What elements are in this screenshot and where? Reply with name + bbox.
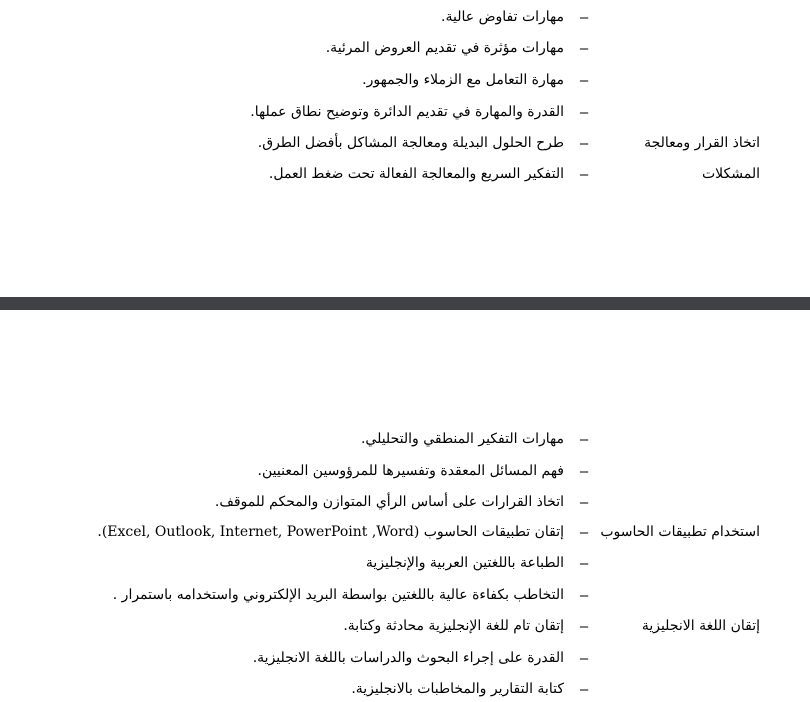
skill-text: فهم المسائل المعقدة وتفسيرها للمرؤوسين المعنيين. — [257, 463, 564, 479]
list-item — [0, 132, 810, 160]
list-item — [0, 584, 810, 612]
list-item — [0, 552, 810, 580]
list-item — [0, 647, 810, 675]
skill-text: القدرة والمهارة في تقديم الدائرة وتوضيح نطاق عملها. — [250, 104, 564, 120]
bullet-dash: – — [579, 104, 589, 121]
skill-category-label: المشكلات — [701, 166, 760, 182]
list-item — [0, 521, 810, 549]
skill-text: مهارات تفاوض عالية. — [441, 9, 564, 25]
skill-text: طرح الحلول البديلة ومعالجة المشاكل بأفضل الطرق. — [257, 135, 564, 151]
list-item — [0, 460, 810, 488]
list-item — [0, 678, 810, 702]
bullet-dash: – — [579, 555, 589, 572]
list-item — [0, 163, 810, 191]
skill-category-label: إتقان اللغة الانجليزية — [641, 618, 760, 634]
list-item — [0, 6, 810, 34]
skill-text: مهارات التفكير المنطقي والتحليلي. — [360, 431, 564, 447]
list-item — [0, 428, 810, 456]
skill-text: التفكير السريع والمعالجة الفعالة تحت ضغط العمل. — [268, 166, 564, 182]
bullet-dash: – — [579, 650, 589, 667]
list-item — [0, 615, 810, 643]
skill-text: إتقان تام للغة الإنجليزية محادثة وكتابة. — [343, 618, 564, 634]
bullet-dash: – — [579, 681, 589, 698]
bullet-dash: – — [579, 618, 589, 635]
bullet-dash: – — [579, 40, 589, 57]
skill-text: الطباعة باللغتين العربية والإنجليزية — [365, 555, 564, 571]
skill-text: إتقان تطبيقات الحاسوب (Excel, Outlook, Internet, PowerPoint ,Word). — [97, 524, 564, 540]
list-item — [0, 37, 810, 65]
list-item — [0, 491, 810, 519]
skill-text: اتخاذ القرارات على أساس الرأي المتوازن والمحكم للموقف. — [214, 494, 564, 510]
skill-text: كتابة التقارير والمخاطبات بالانجليزية. — [351, 681, 564, 697]
document-page-1 — [0, 0, 810, 297]
page-separator — [0, 297, 810, 310]
skill-text: التخاطب بكفاءة عالية باللغتين بواسطة البريد الإلكتروني واستخدامه باستمرار . — [112, 587, 564, 603]
skill-category-label: اتخاذ القرار ومعالجة — [644, 135, 760, 151]
bullet-dash: – — [579, 166, 589, 183]
bullet-dash: – — [579, 494, 589, 511]
bullet-dash: – — [579, 135, 589, 152]
bullet-dash: – — [579, 587, 589, 604]
document-page-2 — [0, 310, 810, 702]
skill-text: مهارات مؤثرة في تقديم العروض المرئية. — [325, 40, 564, 56]
bullet-dash: – — [579, 463, 589, 480]
skill-text: القدرة على إجراء البحوث والدراسات باللغة الانجليزية. — [252, 650, 564, 666]
bullet-dash: – — [579, 431, 589, 448]
bullet-dash: – — [579, 524, 589, 541]
list-item — [0, 101, 810, 129]
bullet-dash: – — [579, 72, 589, 89]
bullet-dash: – — [579, 9, 589, 26]
skill-text: مهارة التعامل مع الزملاء والجمهور. — [362, 72, 564, 88]
list-item — [0, 69, 810, 97]
skill-category-label: استخدام تطبيقات الحاسوب — [600, 524, 760, 540]
